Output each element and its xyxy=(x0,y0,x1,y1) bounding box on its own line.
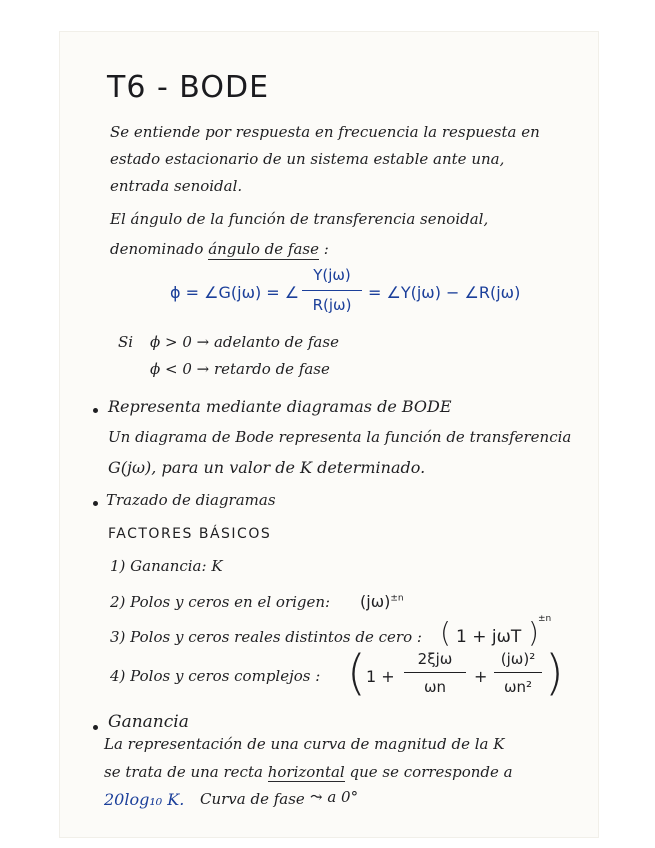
si-case-lead: ϕ > 0 → adelanto de fase xyxy=(150,333,339,351)
factor-complex-one: 1 + xyxy=(366,667,395,686)
factor-origin-base: (jω) xyxy=(360,592,391,611)
bode-heading: Representa mediante diagramas de BODE xyxy=(108,397,452,416)
intro-line-1: Se entiende por respuesta en frecuencia la respuesta en xyxy=(110,123,540,141)
curva-fase-text: Curva de fase xyxy=(200,790,305,808)
factor-complex-num-2: (jω)² xyxy=(500,650,536,668)
factor-complex-bar-1 xyxy=(404,672,466,673)
factor-real-paren-left: ( xyxy=(440,616,451,649)
factor-real-paren-right: ) xyxy=(528,616,539,649)
phase-formula-fraction-bar xyxy=(302,290,362,291)
bullet-3 xyxy=(93,725,98,730)
ganancia-expr: 20log₁₀ K. xyxy=(104,790,185,809)
factor-real-exponent: ±n xyxy=(538,614,552,624)
factor-complex-paren-right: ) xyxy=(545,645,564,701)
si-case-lag: ϕ < 0 → retardo de fase xyxy=(150,360,330,378)
factor-complex-num-1: 2ξjω xyxy=(417,650,453,668)
factor-real-text: 3) Polos y ceros reales distintos de cero : xyxy=(110,628,422,646)
ganancia-line-1: La representación de una curva de magnitud de la K xyxy=(104,735,505,753)
factor-complex-bar-2 xyxy=(494,672,542,673)
si-label: Si xyxy=(118,333,134,351)
phase-formula-denominator: R(jω) xyxy=(312,296,352,314)
bode-line-1: Un diagrama de Bode representa la función de transferencia xyxy=(108,428,572,446)
intro-line-3: entrada senoidal. xyxy=(110,177,243,195)
factor-origin-text: 2) Polos y ceros en el origen: xyxy=(110,593,331,611)
factor-gain: 1) Ganancia: K xyxy=(110,557,223,575)
factor-complex-den-2: ωn² xyxy=(503,678,533,696)
factor-real-expr: 1 + jωT xyxy=(456,627,522,647)
factor-complex-paren-left: ( xyxy=(347,645,366,701)
ganancia-line-2-pre: se trata de una recta xyxy=(104,763,263,781)
angle-line-2-post: : xyxy=(323,240,329,258)
intro-line-2: estado estacionario de un sistema estable ante una, xyxy=(110,150,505,168)
trazado-heading: Trazado de diagramas xyxy=(106,491,276,509)
phase-formula-lhs: ϕ = ∠G(jω) = ∠ xyxy=(170,283,300,302)
factor-complex-den-1: ωn xyxy=(423,678,447,696)
page-title: T6 - BODE xyxy=(107,70,270,105)
angle-line-1: El ángulo de la función de transferencia senoidal, xyxy=(110,210,489,228)
factor-origin-expr xyxy=(360,592,404,611)
bullet-2 xyxy=(93,501,98,506)
horizontal-term: horizontal xyxy=(267,763,345,781)
angle-line-2-pre: denominado xyxy=(110,240,204,258)
bode-line-2: G(jω), para un valor de K determinado. xyxy=(108,458,426,477)
factor-complex-text: 4) Polos y ceros complejos : xyxy=(110,667,321,685)
curva-fase-arrow: ⤳ a 0° xyxy=(310,788,359,806)
bullet-1 xyxy=(93,408,98,413)
ganancia-line-2 xyxy=(104,763,513,781)
factor-complex-plus: + xyxy=(474,667,488,686)
ganancia-heading: Ganancia xyxy=(108,712,189,732)
angle-line-2 xyxy=(110,240,329,258)
phase-formula-rhs: = ∠Y(jω) − ∠R(jω) xyxy=(368,283,521,302)
phase-formula-numerator: Y(jω) xyxy=(313,266,351,284)
factor-origin-exponent: ±n xyxy=(390,593,404,604)
ganancia-line-2-post: que se corresponde a xyxy=(349,763,513,781)
phase-angle-term: ángulo de fase xyxy=(208,240,319,258)
factores-heading: FACTORES BÁSICOS xyxy=(108,526,272,542)
